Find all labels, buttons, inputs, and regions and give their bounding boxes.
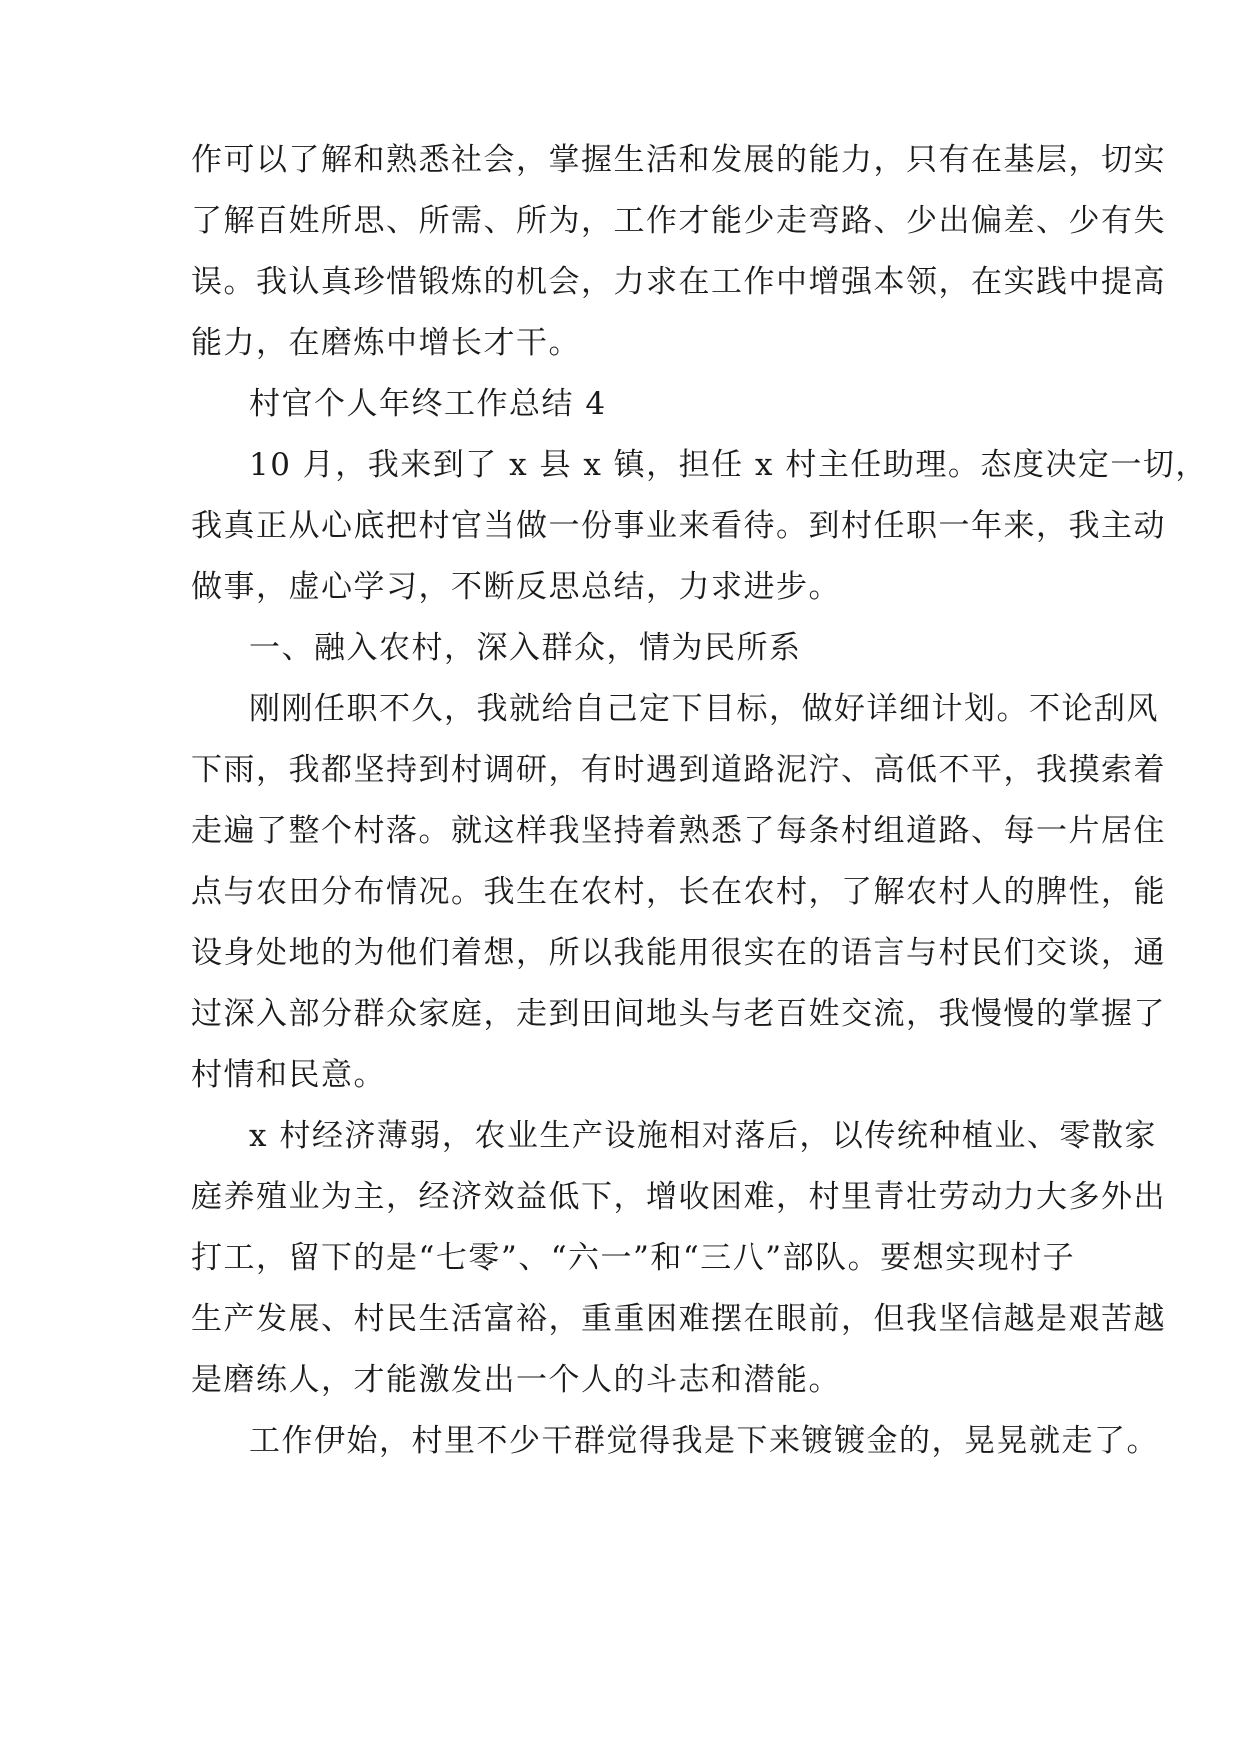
text-line: 工作伊始，村里不少干群觉得我是下来镀镀金的，晃晃就走了。 xyxy=(249,1423,1159,1459)
text-line: 庭养殖业为主，经济效益低下，增收困难，村里青壮劳动力大多外出 xyxy=(191,1179,1166,1215)
text-line: 打工，留下的是“七零”、“六一”和“三八”部队。要想实现村子 xyxy=(191,1240,1076,1276)
text-line: 生产发展、村民生活富裕，重重困难摆在眼前，但我坚信越是艰苦越 xyxy=(191,1301,1166,1337)
text-line: 下雨，我都坚持到村调研，有时遇到道路泥泞、高低不平，我摸索着 xyxy=(191,752,1166,788)
text-line: 点与农田分布情况。我生在农村，长在农村，了解农村人的脾性，能 xyxy=(191,874,1166,910)
text-line: 10 月，我来到了 x 县 x 镇，担任 x 村主任助理。态度决定一切， xyxy=(249,447,1208,483)
text-line: 误。我认真珍惜锻炼的机会，力求在工作中增强本领，在实践中提高 xyxy=(191,264,1166,300)
section-title: 村官个人年终工作总结 4 xyxy=(249,386,607,422)
text-line: x 村经济薄弱，农业生产设施相对落后，以传统种植业、零散家 xyxy=(249,1118,1157,1154)
text-line: 我真正从心底把村官当做一份事业来看待。到村任职一年来，我主动 xyxy=(191,508,1166,544)
section-heading: 一、融入农村，深入群众，情为民所系 xyxy=(249,630,802,666)
text-line: 了解百姓所思、所需、所为，工作才能少走弯路、少出偏差、少有失 xyxy=(191,203,1166,239)
text-line: 做事，虚心学习，不断反思总结，力求进步。 xyxy=(191,569,841,605)
text-line: 过深入部分群众家庭，走到田间地头与老百姓交流，我慢慢的掌握了 xyxy=(191,996,1166,1032)
text-line: 是磨练人，才能激发出一个人的斗志和潜能。 xyxy=(191,1362,841,1398)
text-line: 走遍了整个村落。就这样我坚持着熟悉了每条村组道路、每一片居住 xyxy=(191,813,1166,849)
text-line: 能力，在磨炼中增长才干。 xyxy=(191,325,581,361)
text-line: 设身处地的为他们着想，所以我能用很实在的语言与村民们交谈，通 xyxy=(191,935,1166,971)
text-line: 村情和民意。 xyxy=(191,1057,386,1093)
text-line: 刚刚任职不久，我就给自己定下目标，做好详细计划。不论刮风 xyxy=(249,691,1159,727)
text-line: 作可以了解和熟悉社会，掌握生活和发展的能力，只有在基层，切实 xyxy=(191,142,1166,178)
